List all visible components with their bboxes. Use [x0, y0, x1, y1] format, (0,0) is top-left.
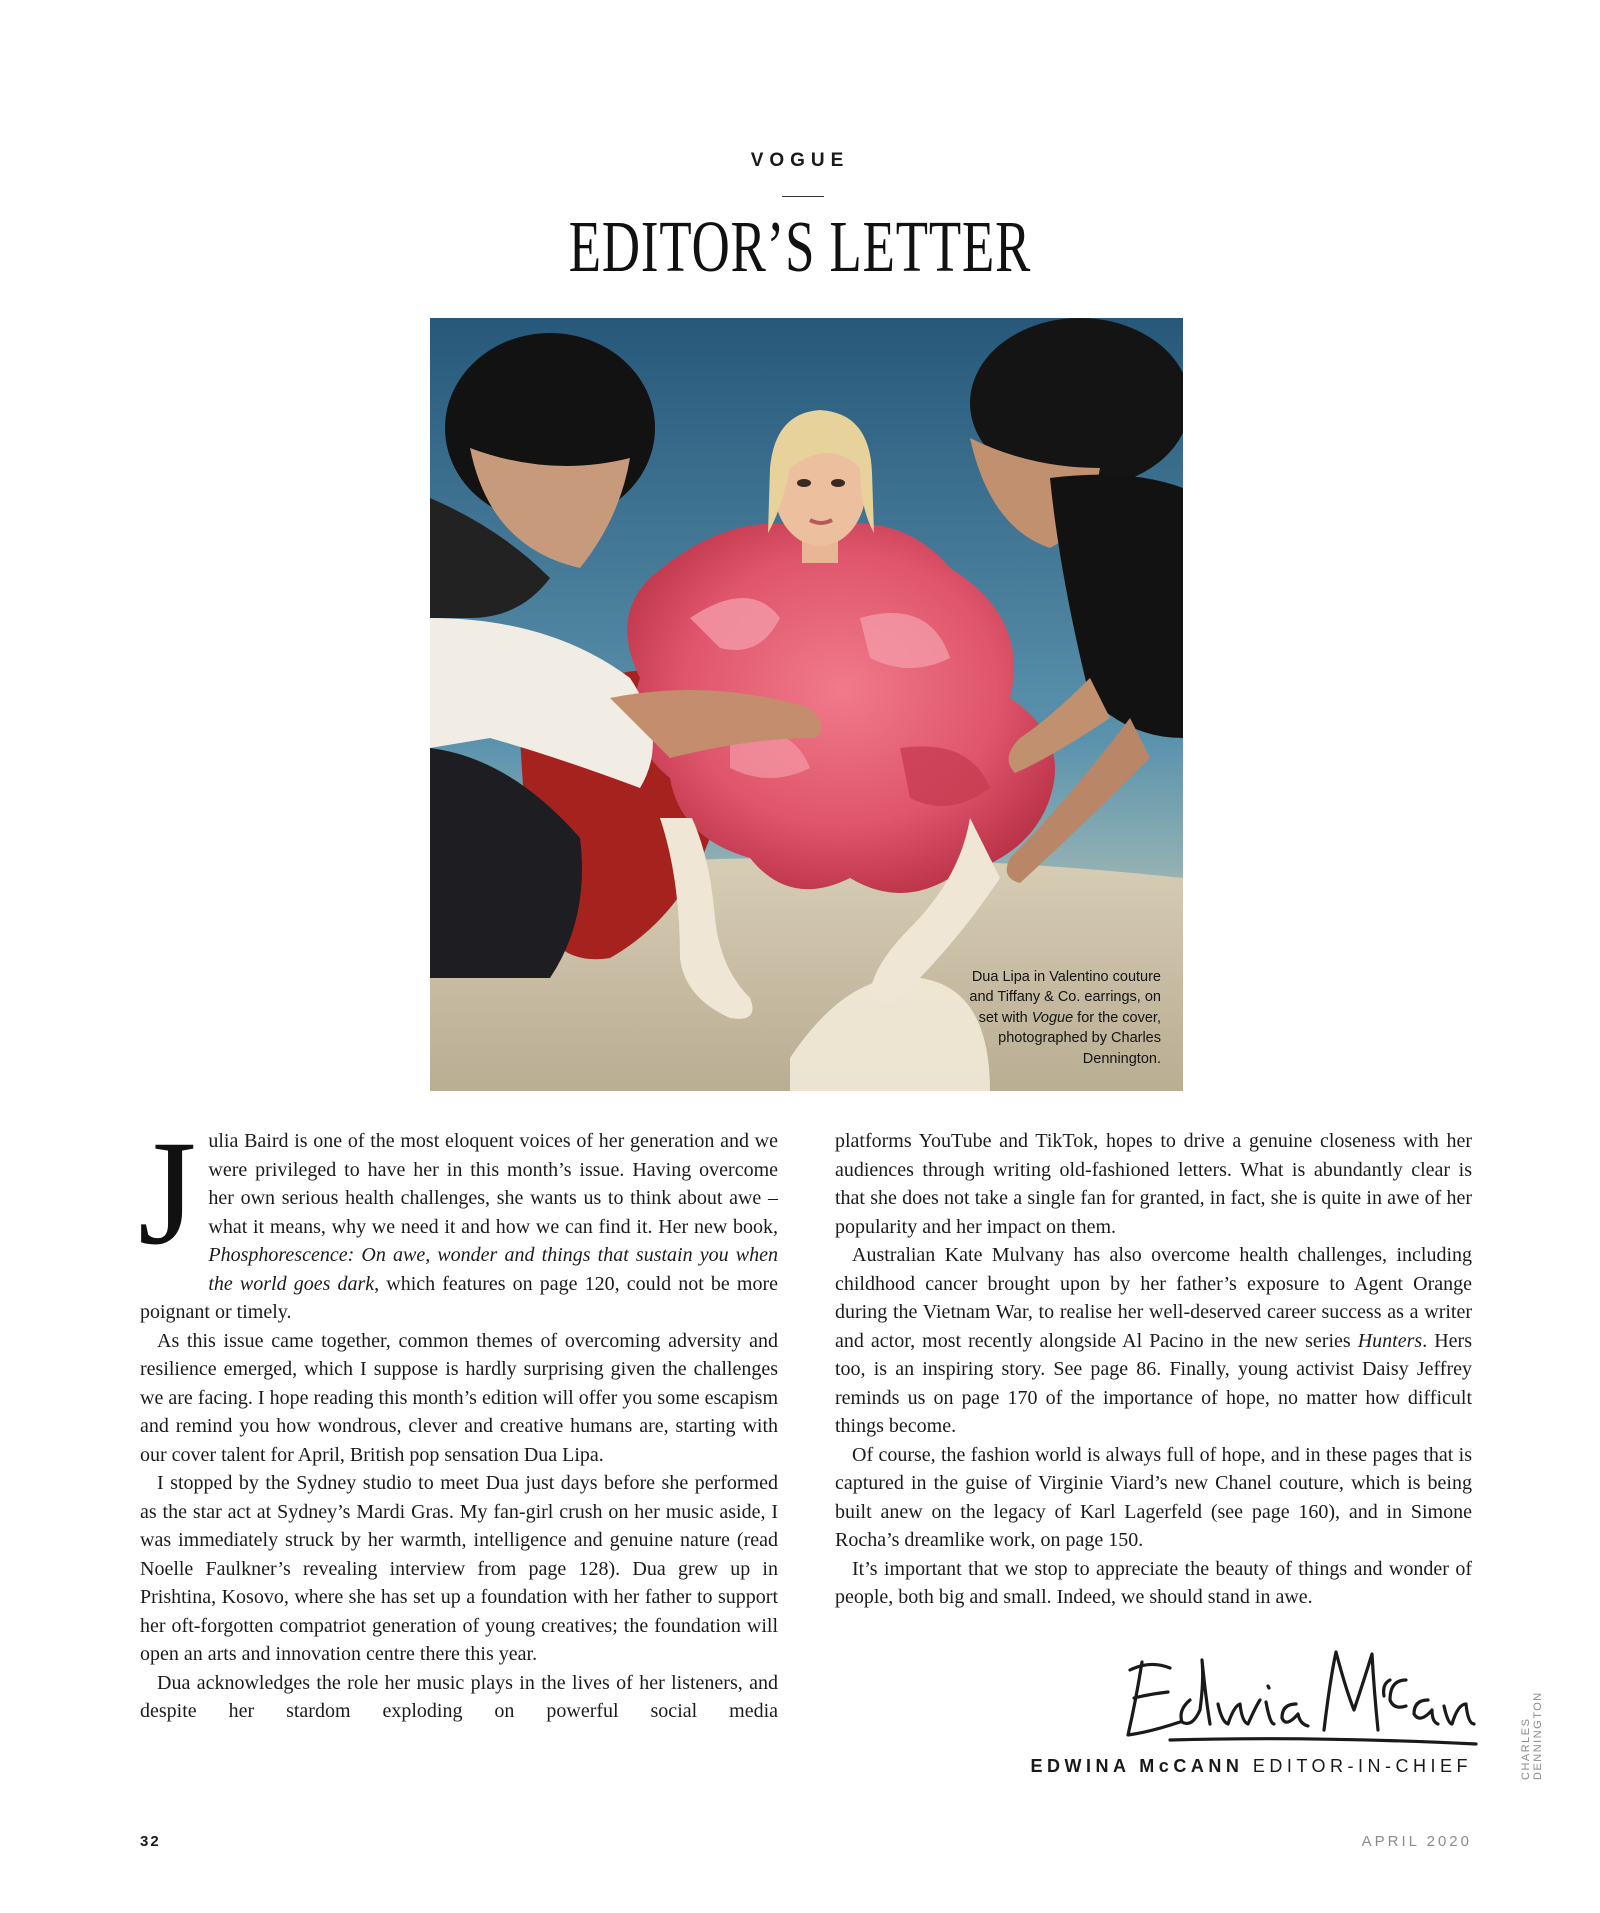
article-column-right — [835, 1127, 1472, 1612]
editor-name: EDWINA McCANN — [1030, 1756, 1244, 1776]
title-divider — [782, 196, 824, 197]
paragraph-1: Julia Baird is one of the most eloquent voices of her generation and we were privileged to have her in this month’s issue. Having overcome her own serious health challenges, she wants us to think about awe – what it means, why we need it and how we can find it. Her new book, Phosphorescence: On awe, wonder and things that sustain you when the world goes dark, which features on page 120, could not be more poignant or timely. — [138, 1110, 778, 1323]
photo-caption: Dua Lipa in Valentino couture and Tiffany & Co. earrings, on set with Vogue for the cover, photographed by Charles Dennington. — [969, 968, 1161, 1067]
page-title: EDITOR’S LETTER — [568, 206, 1032, 287]
page-number: 32 — [140, 1833, 161, 1850]
masthead: VOGUE — [750, 150, 850, 171]
signoff — [1030, 1756, 1472, 1777]
drop-cap: J — [138, 1110, 197, 1276]
editor-role: EDITOR-IN-CHIEF — [1252, 1756, 1472, 1776]
cover-photo — [430, 318, 1183, 1091]
paragraph-7: It’s important that we stop to appreciate the beauty of things and wonder of people, both big and small. Indeed, we should stand in awe. — [835, 1557, 1472, 1608]
paragraph-6: Of course, the fashion world is always full of hope, and in these pages that is captured in the guise of Virginie Viard’s new Chanel couture, which is being built anew on the legacy of Karl Lagerfeld (see page 160), and in Simone Rocha’s dreamlike work, on page 150. — [835, 1443, 1472, 1551]
photo-credit: CHARLES DENNINGTON — [1520, 1691, 1544, 1780]
issue-date: APRIL 2020 — [1361, 1833, 1472, 1850]
editor-signature — [1110, 1640, 1480, 1760]
paragraph-4-start: Dua acknowledges the role her music plays in the lives of her listeners, and despite her stardom exploding on powerful social media — [140, 1671, 778, 1722]
paragraph-3: I stopped by the Sydney studio to meet Dua just days before she performed as the star act at Sydney’s Mardi Gras. My fan-girl crush on her music aside, I was immediately struck by her warmth, intelligence and genuine nature (read Noelle Faulkner’s revealing interview from page 128). Dua grew up in Prishtina, Kosovo, where she has set up a foundation with her father to support her oft-forgotten compatriot generation of young creatives; the foundation will open an arts and innovation centre there this year. — [140, 1472, 778, 1665]
paragraph-5: Australian Kate Mulvany has also overcome health challenges, including childhood cancer brought upon by her father’s exposure to Agent Orange during the Vietnam War, to realise her well-deserved career success as a writer and actor, most recently alongside Al Pacino in the new series Hunters. Hers too, is an inspiring story. See page 86. Finally, young activist Daisy Jeffrey reminds us on page 170 of the importance of hope, no matter how difficult things become. — [835, 1244, 1473, 1437]
article-column-left — [138, 1110, 778, 1726]
paragraph-2: As this issue came together, common themes of overcoming adversity and resilience emerged, which I suppose is hardly surprising given the challenges we are facing. I hope reading this month’s edition will offer you some escapism and remind you how wondrous, clever and creative humans are, starting with our cover talent for April, British pop sensation Dua Lipa. — [140, 1329, 778, 1466]
paragraph-4-end: platforms YouTube and TikTok, hopes to drive a genuine closeness with her audiences through writing old-fashioned letters. What is abundantly clear is that she does not take a single fan for granted, in fact, she is quite in awe of her popularity and her impact on them. — [835, 1130, 1472, 1238]
